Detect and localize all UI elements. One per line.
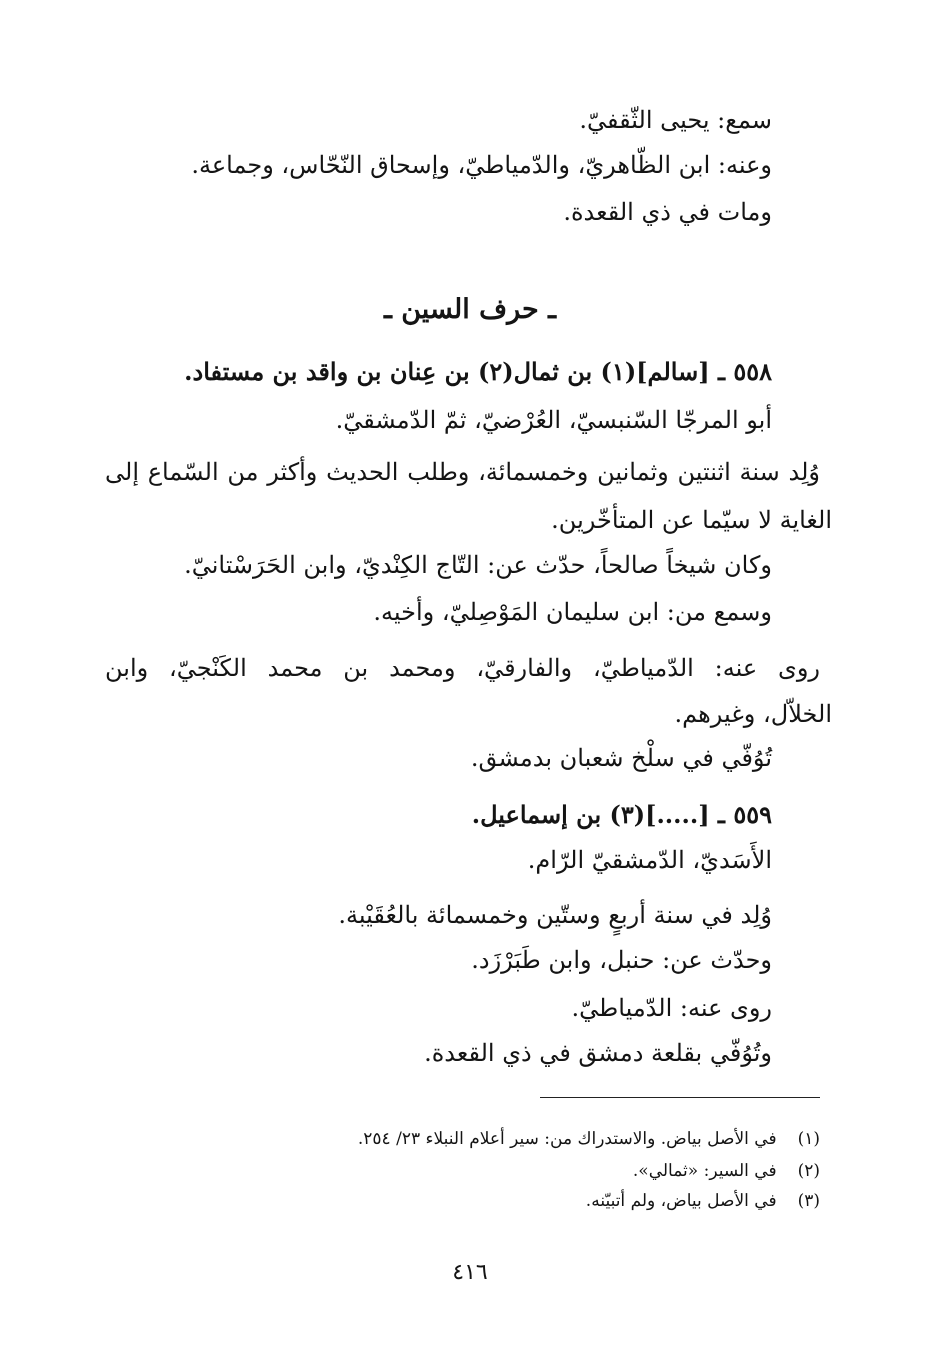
text-line: وُلِد سنة اثنتين وثمانين وخمسمائة، وطلب الحديث وأكثر من السّماع إلى [105,458,820,486]
page-number: ٤١٦ [452,1260,488,1285]
text-line: وسمع من: ابن سليمان المَوْصِليّ، وأخيه. [373,598,772,626]
section-heading: ـ حرف السين ـ [383,294,557,325]
footnote-number: (١) [797,1129,820,1149]
text-line: الخلاّل، وغيرهم. [674,700,832,728]
entry-559-title: ٥٥٩ ـ [.....](٣) بن إسماعيل. [471,800,772,829]
footnote-text: في الأصل بياض، ولم أتبيّنه. [585,1191,777,1211]
text-line: وعنه: ابن الظّاهريّ، والدّمياطيّ، وإسحاق النّحّاس، وجماعة. [191,151,772,179]
footnote [586,1188,820,1214]
text-line: روى عنه: الدّمياطيّ، والفارقيّ، ومحمد بن محمد الكَنْجيّ، وابن [105,654,820,682]
entry-558-title: ٥٥٨ ـ [سالم](١) بن ثمال(٢) بن عِنان بن واقد بن مستفاد. [184,357,772,386]
text-line: ومات في ذي القعدة. [563,198,772,226]
text-line: وُلِد في سنة أربعٍ وستّين وخمسمائة بالعُقَيْبة. [338,901,772,929]
text-line: وكان شيخاً صالحاً، حدّث عن: التّاج الكِنْديّ، وابن الحَرَسْتانيّ. [184,551,772,579]
footnote-number: (٣) [797,1191,820,1211]
text-line: وحدّث عن: حنبل، وابن طَبَرْزَد. [471,946,772,974]
text-line: أبو المرجّا السّنبسيّ، العُرْضيّ، ثمّ الدّمشقيّ. [335,406,772,434]
footnote [633,1158,820,1184]
footnote-number: (٢) [797,1161,820,1181]
footnote-separator [540,1097,820,1098]
text-line: روى عنه: الدّمياطيّ. [571,994,772,1022]
footnote-text: في الأصل بياض. والاستدراك من: سير أعلام النبلاء ٢٣/ ٢٥٤. [357,1129,777,1149]
text-line: سمع: يحيى الثّقفيّ. [579,106,772,134]
footnote [358,1126,820,1152]
text-line: الأَسَديّ، الدّمشقيّ الرّام. [527,846,772,874]
text-line: تُوُفّي في سلْخ شعبان بدمشق. [470,744,772,772]
text-line: وتُوُفّي بقلعة دمشق في ذي القعدة. [424,1039,772,1067]
footnote-text: في السير: «ثمالي». [632,1161,777,1181]
text-line: الغاية لا سيّما عن المتأخّرين. [551,506,832,534]
